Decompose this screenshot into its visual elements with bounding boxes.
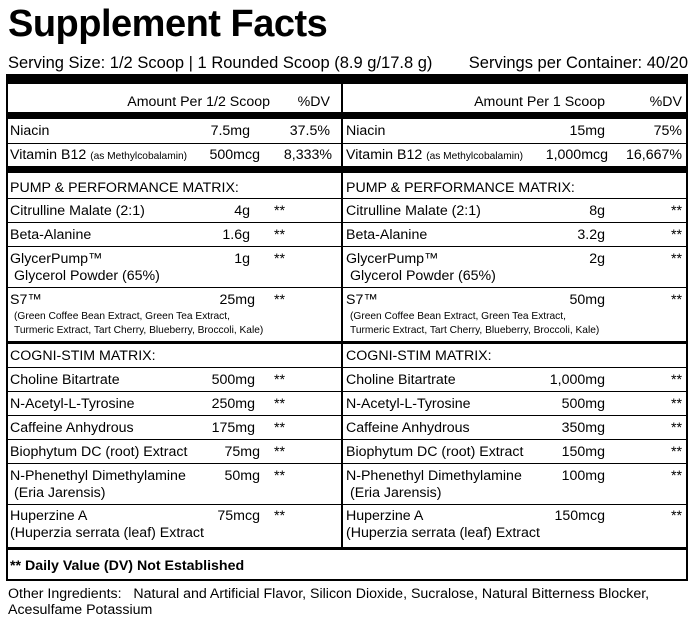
beta-alanine-dv-right: **: [670, 227, 682, 243]
nalt-full: 500mg: [561, 396, 605, 412]
phenethyl-name-left: N-Phenethyl Dimethylamine: [10, 468, 186, 484]
s7-detail2-left: Turmeric Extract, Tart Cherry, Blueberry, Broccoli, Kale): [14, 325, 264, 336]
glycerpump-full: 2g: [589, 251, 605, 267]
nalt-name-right: N-Acetyl-L-Tyrosine: [346, 396, 471, 412]
row-rule: [6, 415, 688, 416]
biophytum-full: 150mg: [561, 444, 605, 460]
glycerpump-sub-right: Glycerol Powder (65%): [350, 268, 496, 284]
right-dv-header: %DV: [649, 94, 682, 110]
row-rule: [6, 504, 688, 505]
biophytum-name-right: Biophytum DC (root) Extract: [346, 444, 524, 460]
b12-name-left: Vitamin B12 (as Methylcobalamin): [10, 147, 188, 163]
phenethyl-sub-left: (Eria Jarensis): [14, 485, 106, 501]
niacin-half-dv: 37.5%: [289, 123, 330, 139]
right-amount-header: Amount Per 1 Scoop: [474, 94, 605, 110]
b12-note-left: (as Methylcobalamin): [90, 151, 188, 162]
beta-alanine-name-left: Beta-Alanine: [10, 227, 92, 243]
other-ingredients: [8, 586, 649, 603]
niacin-name-left: Niacin: [10, 123, 50, 139]
glycerpump-name-right: GlycerPump™: [346, 251, 439, 267]
beta-alanine-full: 3.2g: [577, 227, 605, 243]
nalt-dv-left: **: [274, 396, 286, 412]
biophytum-name-left: Biophytum DC (root) Extract: [10, 444, 188, 460]
b12-name-right: Vitamin B12 (as Methylcobalamin): [346, 147, 524, 163]
niacin-name-right: Niacin: [346, 123, 386, 139]
beta-alanine-name-right: Beta-Alanine: [346, 227, 428, 243]
row-rule: [6, 198, 688, 199]
citrulline-full: 8g: [589, 203, 605, 219]
huperzine-sub-left: (Huperzia serrata (leaf) Extract: [10, 525, 204, 541]
cogni-matrix-heading-right: COGNI-STIM MATRIX:: [346, 348, 492, 364]
niacin-half: 7.5mg: [210, 123, 250, 139]
huperzine-name-left: Huperzine A: [10, 508, 88, 524]
other-ingredients-line1: Natural and Artificial Flavor, Silicon Dioxide, Sucralose, Natural Bitterness Blocker,: [133, 586, 650, 602]
other-ingredients-label: Other Ingredients:: [8, 586, 122, 602]
top-thick-rule: [6, 74, 688, 84]
vitamin-thick-rule: [6, 166, 688, 173]
beta-alanine-half: 1.6g: [222, 227, 250, 243]
glycerpump-dv-right: **: [670, 251, 682, 267]
citrulline-name-right: Citrulline Malate (2:1): [346, 203, 481, 219]
biophytum-dv-right: **: [670, 444, 682, 460]
glycerpump-dv-left: **: [274, 251, 286, 267]
glycerpump-half: 1g: [234, 251, 250, 267]
phenethyl-full: 100mg: [561, 468, 605, 484]
nalt-dv-right: **: [670, 396, 682, 412]
left-dv-header: %DV: [297, 94, 330, 110]
b12-half-dv: 8,333%: [283, 147, 332, 163]
row-rule: [6, 222, 688, 223]
row-rule: [6, 287, 688, 288]
daily-value-footnote: ** Daily Value (DV) Not Established: [10, 558, 245, 574]
left-amount-header: Amount Per 1/2 Scoop: [127, 94, 270, 110]
s7-detail1-left: (Green Coffee Bean Extract, Green Tea Extract,: [14, 311, 230, 322]
choline-dv-left: **: [274, 372, 286, 388]
huperzine-dv-left: **: [274, 508, 286, 524]
citrulline-dv-right: **: [670, 203, 682, 219]
row-rule: [6, 463, 688, 464]
caffeine-half: 175mg: [211, 420, 255, 436]
b12-full-dv: 16,667%: [625, 147, 682, 163]
pump-matrix-heading-right: PUMP & PERFORMANCE MATRIX:: [346, 180, 575, 196]
huperzine-sub-right: (Huperzia serrata (leaf) Extract: [346, 525, 540, 541]
choline-full: 1,000mg: [549, 372, 605, 388]
s7-name-left: S7™: [10, 292, 42, 308]
phenethyl-dv-right: **: [670, 468, 682, 484]
cogni-matrix-heading-left: COGNI-STIM MATRIX:: [10, 348, 156, 364]
huperzine-half: 75mcg: [217, 508, 260, 524]
row-rule: [6, 439, 688, 440]
caffeine-dv-right: **: [670, 420, 682, 436]
s7-name-right: S7™: [346, 292, 378, 308]
choline-half: 500mg: [211, 372, 255, 388]
choline-name-right: Choline Bitartrate: [346, 372, 456, 388]
niacin-full: 15mg: [569, 123, 605, 139]
nalt-half: 250mg: [211, 396, 255, 412]
niacin-full-dv: 75%: [653, 123, 682, 139]
glycerpump-name-left: GlycerPump™: [10, 251, 103, 267]
page-title: Supplement Facts: [8, 3, 328, 45]
glycerpump-sub-left: Glycerol Powder (65%): [14, 268, 160, 284]
huperzine-dv-right: **: [670, 508, 682, 524]
choline-dv-right: **: [670, 372, 682, 388]
bottom-rule: [6, 547, 688, 550]
citrulline-half: 4g: [234, 203, 250, 219]
other-ingredients-line2: Acesulfame Potassium: [8, 602, 153, 618]
servings-per-container: Servings per Container: 40/20: [468, 54, 688, 72]
matrix-separator: [6, 341, 688, 344]
row-rule: [6, 246, 688, 247]
phenethyl-sub-right: (Eria Jarensis): [350, 485, 442, 501]
s7-detail1-right: (Green Coffee Bean Extract, Green Tea Extract,: [350, 311, 566, 322]
phenethyl-dv-left: **: [274, 468, 286, 484]
caffeine-name-left: Caffeine Anhydrous: [10, 420, 134, 436]
biophytum-half: 75mg: [224, 444, 260, 460]
pump-matrix-heading-left: PUMP & PERFORMANCE MATRIX:: [10, 180, 239, 196]
row-rule: [6, 367, 688, 368]
citrulline-dv-left: **: [274, 203, 286, 219]
b12-full: 1,000mcg: [545, 147, 608, 163]
caffeine-full: 350mg: [561, 420, 605, 436]
s7-detail2-right: Turmeric Extract, Tart Cherry, Blueberry, Broccoli, Kale): [350, 325, 600, 336]
caffeine-name-right: Caffeine Anhydrous: [346, 420, 470, 436]
phenethyl-name-right: N-Phenethyl Dimethylamine: [346, 468, 522, 484]
phenethyl-half: 50mg: [224, 468, 260, 484]
caffeine-dv-left: **: [274, 420, 286, 436]
row-rule: [6, 143, 688, 144]
header-thick-rule: [6, 112, 688, 119]
beta-alanine-dv-left: **: [274, 227, 286, 243]
b12-note-right: (as Methylcobalamin): [426, 151, 524, 162]
column-divider: [341, 84, 343, 547]
s7-half: 25mg: [219, 292, 255, 308]
huperzine-name-right: Huperzine A: [346, 508, 424, 524]
citrulline-name-left: Citrulline Malate (2:1): [10, 203, 145, 219]
biophytum-dv-left: **: [274, 444, 286, 460]
huperzine-full: 150mcg: [554, 508, 605, 524]
nalt-name-left: N-Acetyl-L-Tyrosine: [10, 396, 135, 412]
choline-name-left: Choline Bitartrate: [10, 372, 120, 388]
b12-half: 500mcg: [209, 147, 260, 163]
s7-full: 50mg: [569, 292, 605, 308]
row-rule: [6, 391, 688, 392]
serving-size: Serving Size: 1/2 Scoop | 1 Rounded Scoop (8.9 g/17.8 g): [8, 54, 433, 72]
s7-dv-left: **: [274, 292, 286, 308]
s7-dv-right: **: [670, 292, 682, 308]
